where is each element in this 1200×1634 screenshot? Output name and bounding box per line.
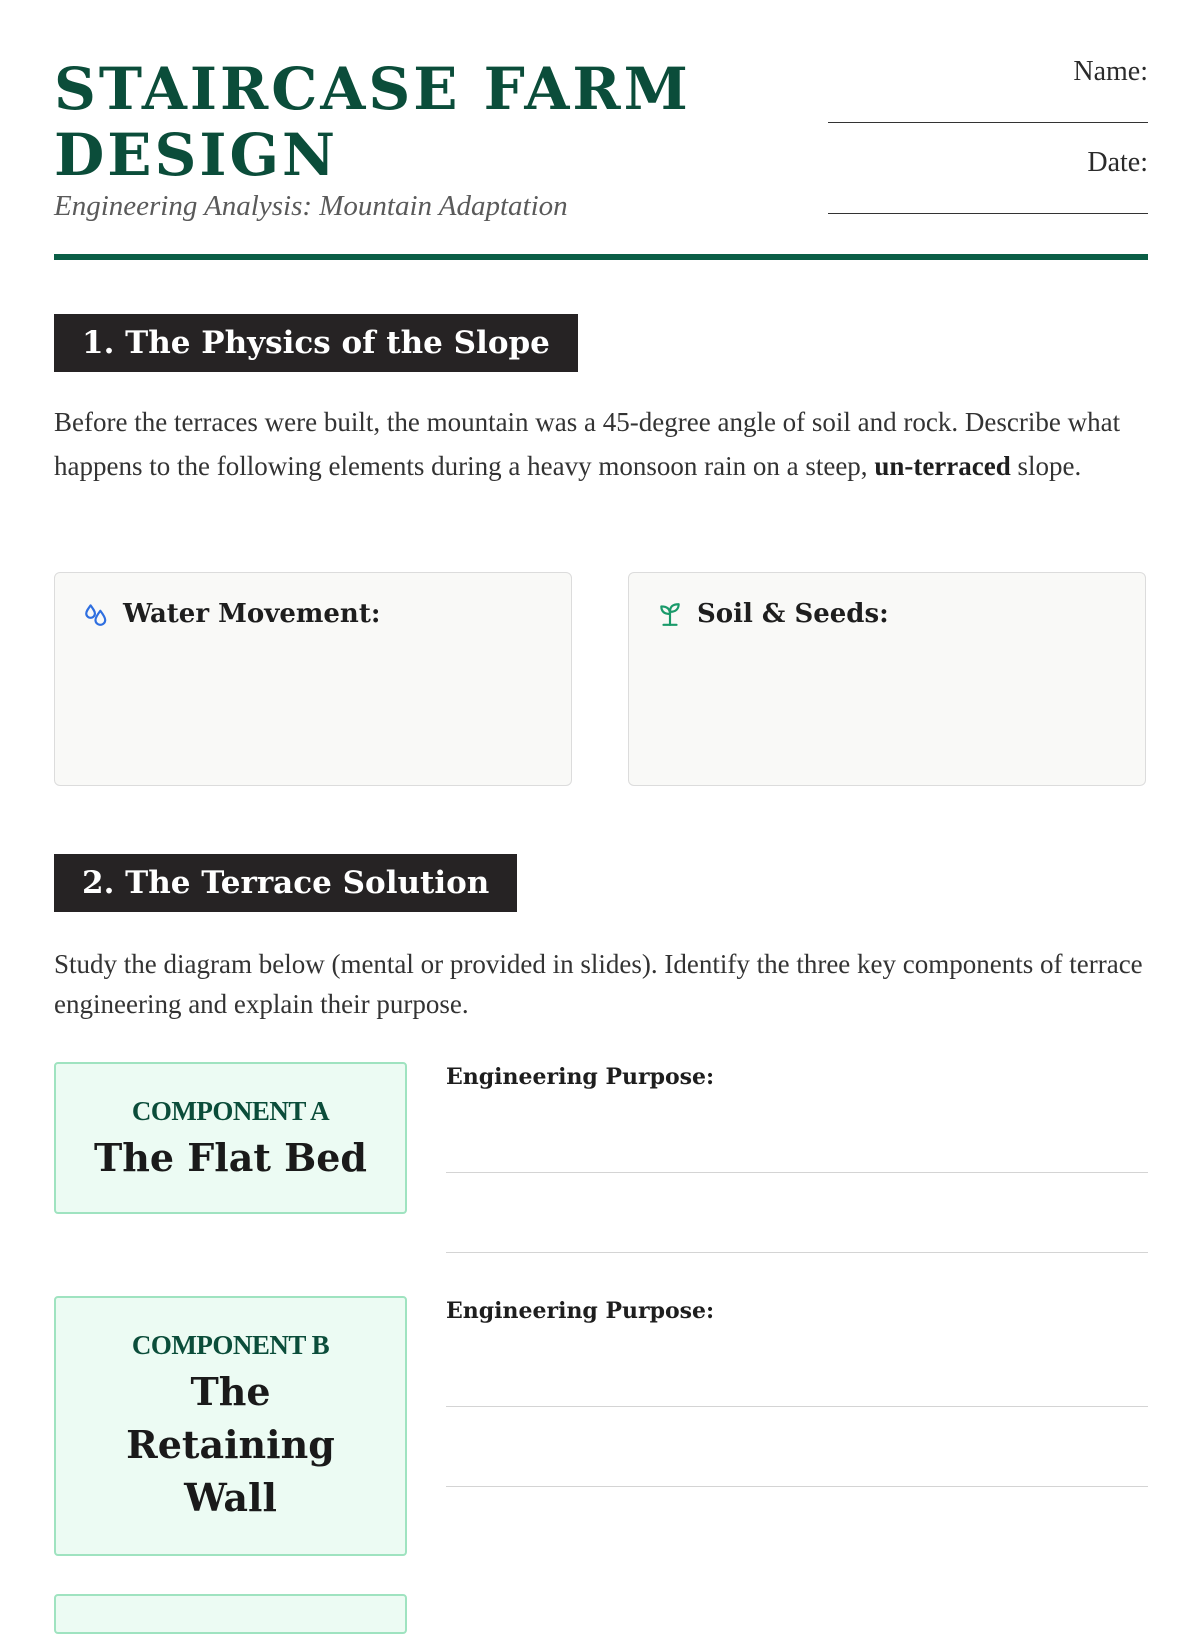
section-1-intro-start: Before the terraces were built, the mountain was a 45-degree angle of soil and rock. Describe what happens to the following elements during a heavy monsoon rain on a steep,	[54, 407, 1121, 481]
section-1-instructions	[54, 400, 1154, 488]
component-a-tag: COMPONENT A	[131, 1096, 330, 1126]
date-field[interactable]	[828, 179, 1148, 214]
water-movement-answer-box[interactable]	[54, 572, 572, 786]
component-c-card-partial	[54, 1594, 407, 1634]
name-field[interactable]	[828, 88, 1148, 123]
sprout-icon	[657, 601, 683, 627]
component-b-name: The Retaining Wall	[126, 1369, 335, 1520]
component-b-tag: COMPONENT B	[131, 1330, 330, 1360]
section-1-heading: 1. The Physics of the Slope	[54, 314, 578, 372]
water-movement-label: Water Movement:	[123, 599, 381, 629]
page-subtitle: Engineering Analysis: Mountain Adaptation	[54, 190, 568, 222]
component-b-purpose-label: Engineering Purpose:	[446, 1298, 715, 1324]
component-b-writing-line-1[interactable]	[446, 1406, 1148, 1407]
component-b-card	[54, 1296, 407, 1556]
component-a-purpose[interactable]	[446, 1064, 1148, 1254]
soil-seeds-header	[657, 599, 889, 629]
section-1-intro-end: slope.	[1010, 451, 1082, 481]
water-movement-header	[83, 599, 380, 629]
component-a-writing-line-2[interactable]	[446, 1252, 1148, 1253]
component-a-purpose-label: Engineering Purpose:	[446, 1064, 715, 1090]
soil-seeds-answer-box[interactable]	[628, 572, 1146, 786]
component-a-writing-line-1[interactable]	[446, 1172, 1148, 1173]
name-label: Name:	[1073, 56, 1148, 87]
component-b-writing-line-2[interactable]	[446, 1486, 1148, 1487]
section-2-instructions: Study the diagram below (mental or provided in slides). Identify the three key components of terrace engineering and explain their purpose.	[54, 949, 1143, 1019]
water-drops-icon	[83, 601, 109, 627]
page-title: STAIRCASE FARM DESIGN	[54, 55, 691, 189]
name-date-block	[828, 56, 1148, 238]
component-a-card	[54, 1062, 407, 1214]
component-b-purpose[interactable]	[446, 1298, 1148, 1488]
component-a-name: The Flat Bed	[94, 1135, 367, 1180]
section-2-heading: 2. The Terrace Solution	[54, 854, 517, 912]
header-divider	[54, 254, 1148, 260]
date-label: Date:	[1087, 147, 1148, 178]
soil-seeds-label: Soil & Seeds:	[697, 599, 889, 629]
section-1-intro-emphasis: un-terraced	[874, 451, 1011, 481]
